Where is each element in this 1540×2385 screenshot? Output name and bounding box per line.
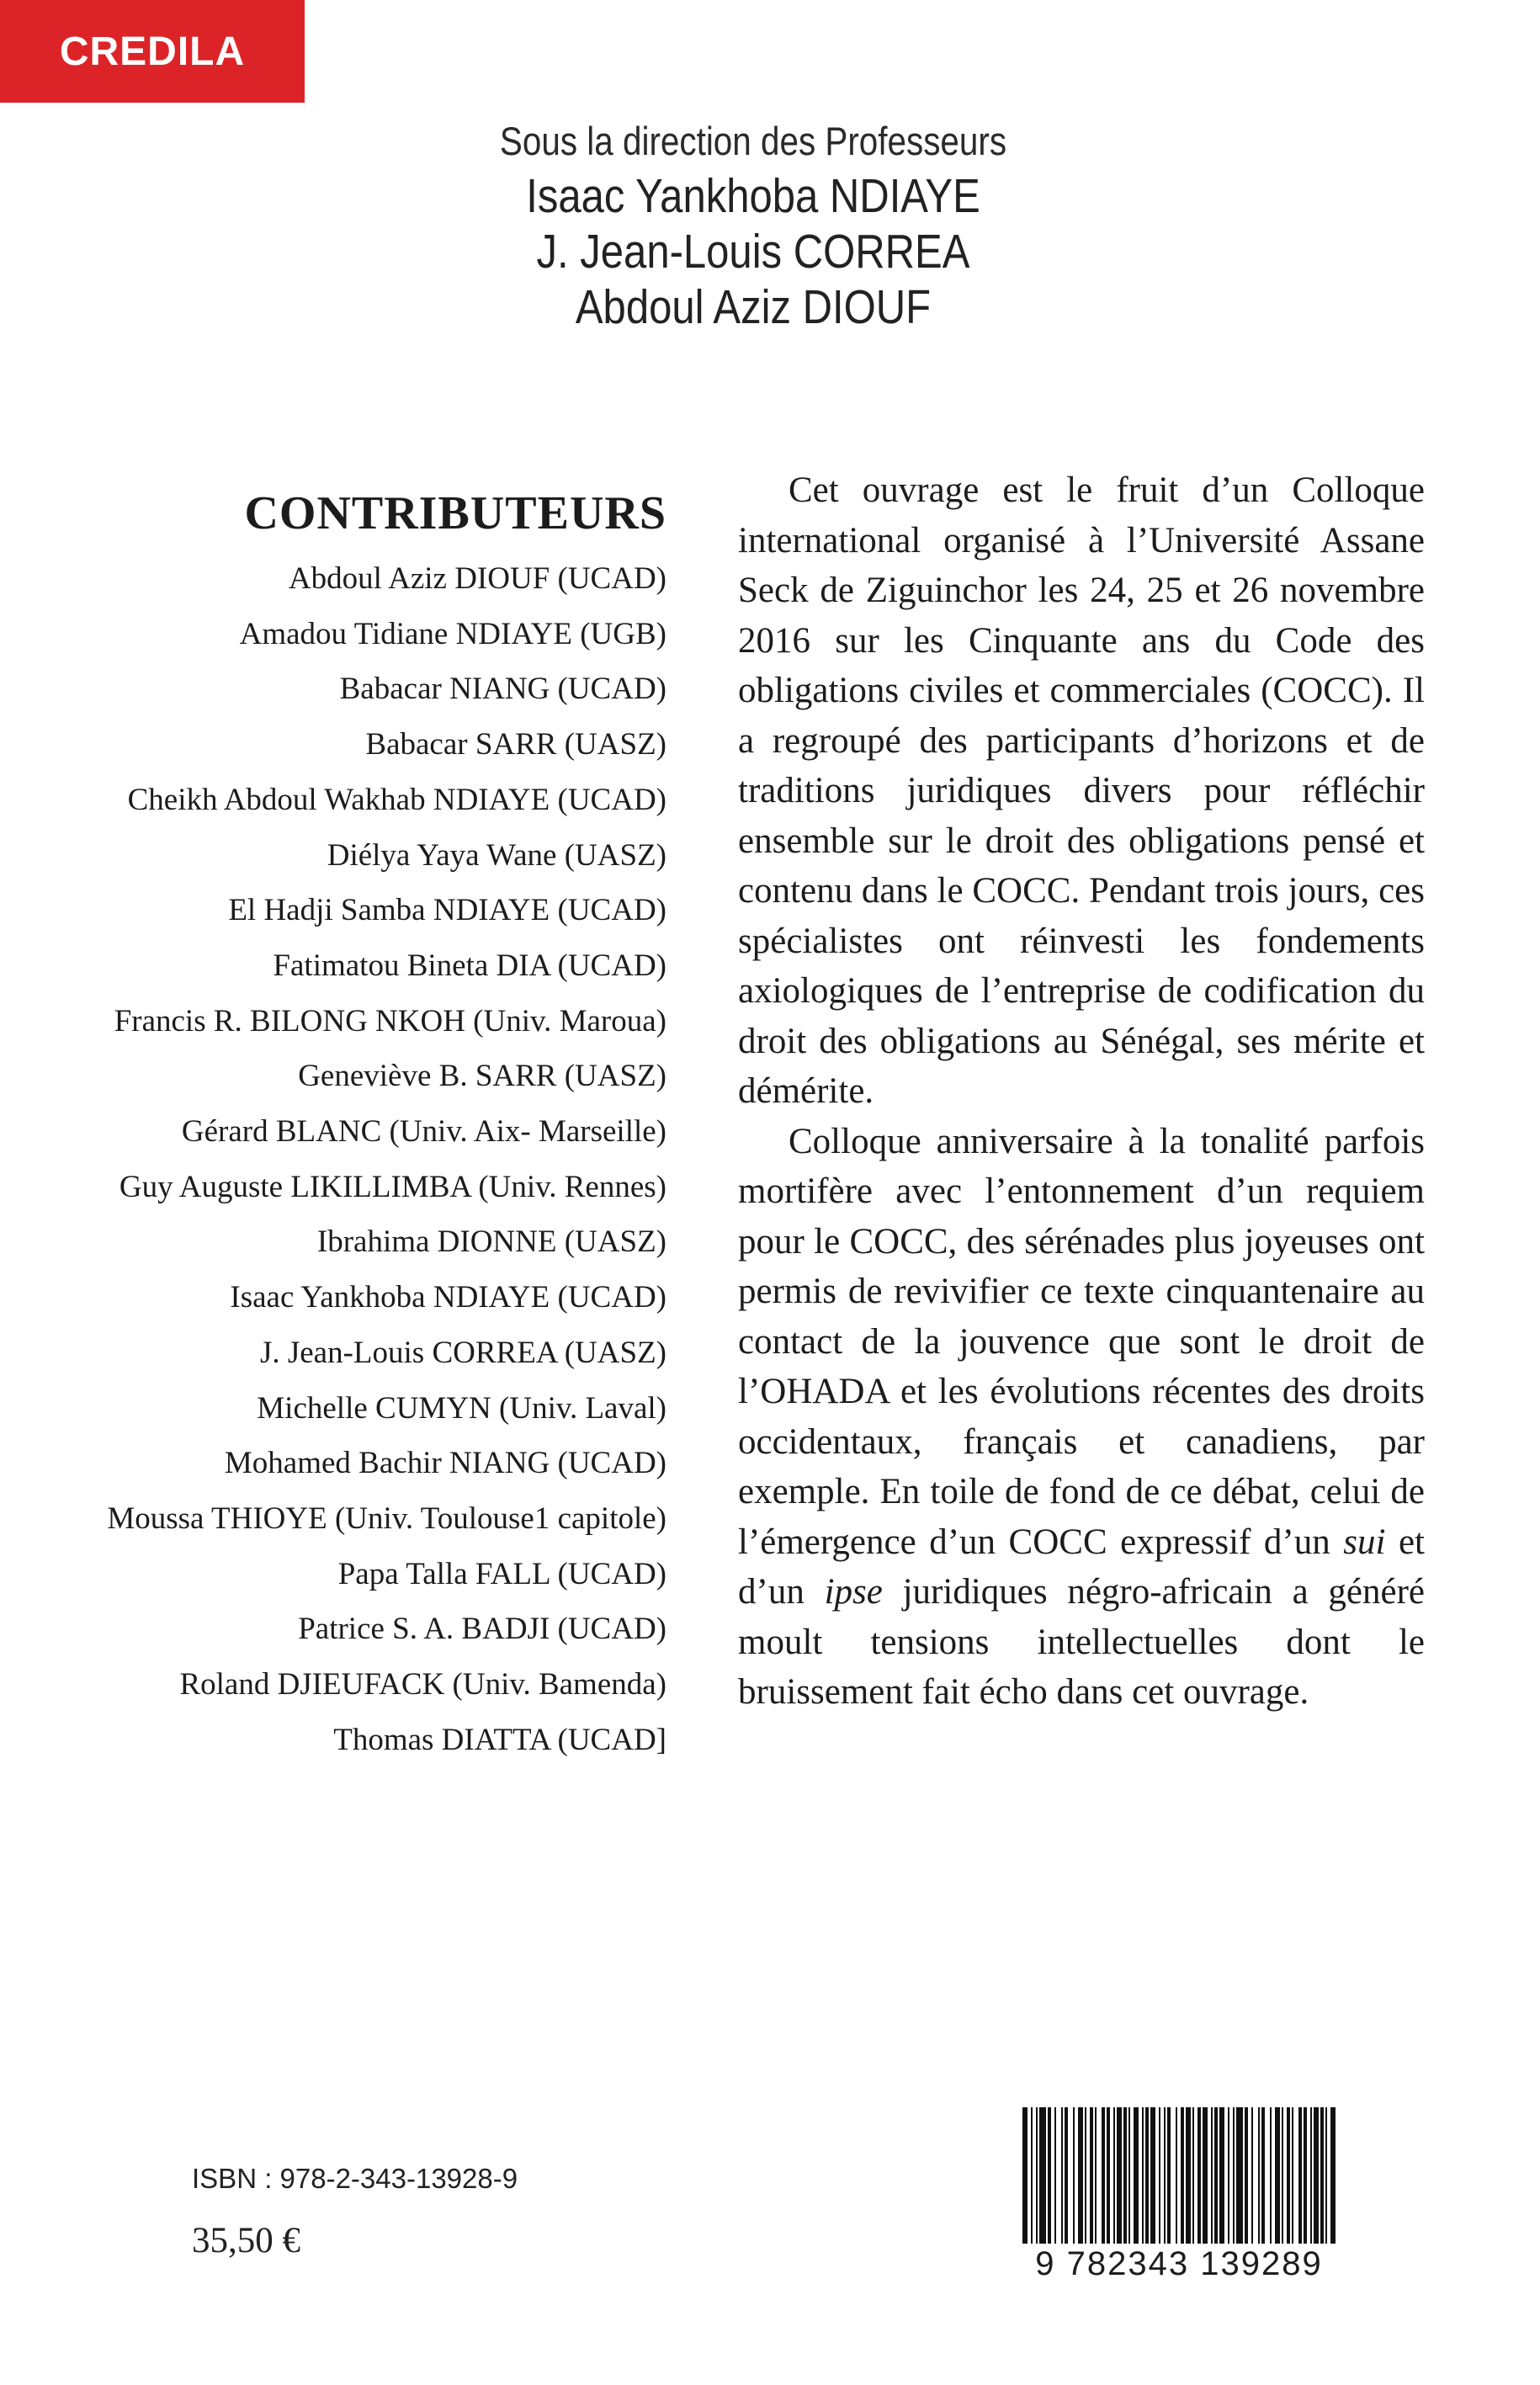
summary-text: Colloque anniversaire à la tonalité parfois mortifère avec l’entonnement d’un requiem pour le COCC, des sérénades plus joyeuses ont permis de revivifier ce texte cinquantenaire au contact de la jouvence que sont le droit de l’OHADA et les évolutions récentes des droits occidentaux, français et canadiens, par exemple. En toile de fond de ce débat, celui de l’émergence d’un COCC expressif d’un: [738, 1121, 1425, 1562]
contributor-item: Diélya Yaya Wane (UASZ): [327, 837, 666, 873]
editor-name: Isaac Yankhoba NDIAYE: [526, 169, 980, 223]
summary-italic-term: ipse: [824, 1572, 883, 1612]
book-summary: [738, 465, 1425, 1718]
contributor-item: Abdoul Aziz DIOUF (UCAD): [288, 561, 666, 596]
contributor-item: Babacar NIANG (UCAD): [339, 672, 666, 707]
contributor-item: Isaac Yankhoba NDIAYE (UCAD): [230, 1280, 666, 1315]
contributor-item: Amadou Tidiane NDIAYE (UGB): [239, 616, 666, 651]
contributor-item: Patrice S. A. BADJI (UCAD): [298, 1612, 666, 1647]
contributor-item: Mohamed Bachir NIANG (UCAD): [224, 1446, 666, 1481]
contributor-item: Francis R. BILONG NKOH (Univ. Maroua): [114, 1003, 666, 1038]
contributor-item: Ibrahima DIONNE (UASZ): [316, 1224, 666, 1260]
contributor-item: Michelle CUMYN (Univ. Laval): [257, 1390, 666, 1426]
contributor-item: El Hadji Samba NDIAYE (UCAD): [228, 893, 666, 928]
contributors-title: CONTRIBUTEURS: [244, 487, 666, 539]
price: 35,50 €: [192, 2221, 300, 2260]
contributor-item: Thomas DIATTA (UCAD]: [333, 1722, 666, 1757]
contributor-item: Babacar SARR (UASZ): [365, 727, 666, 762]
editors-intro: Sous la direction des Professeurs: [499, 119, 1007, 163]
barcode-bars: [1012, 2107, 1346, 2250]
summary-text: et d’un: [738, 1522, 1425, 1612]
contributor-item: Moussa THIOYE (Univ. Toulouse1 capitole): [107, 1501, 666, 1536]
contributor-item: Gérard BLANC (Univ. Aix- Marseille): [181, 1114, 666, 1150]
isbn: ISBN : 978-2-343-13928-9: [192, 2163, 518, 2194]
contributor-item: Papa Talla FALL (UCAD): [337, 1556, 666, 1591]
contributor-item: Fatimatou Bineta DIA (UCAD): [273, 948, 666, 983]
summary-text: juridiques négro-africain a généré moult tensions intellectuelles dont le bruissement fait écho dans cet ouvrage.: [738, 1572, 1425, 1712]
editor-name: J. Jean-Louis CORREA: [536, 225, 970, 279]
contributor-item: J. Jean-Louis CORREA (UASZ): [259, 1335, 666, 1370]
publisher-logo: [0, 0, 305, 103]
summary-paragraph-2: [738, 1117, 1425, 1718]
summary-paragraph-1: Cet ouvrage est le fruit d’un Colloque international organisé à l’Université Assane Seck de Ziguinchor les 24, 25 et 26 novembre 2016 sur les Cinquante ans du Code des obligations civiles et commerciales (COCC). Il a regroupé des participants d’horizons et de traditions juridiques divers pour réfléchir ensemble sur le droit des obligations pensé et contenu dans le COCC. Pendant trois jours, ces spécialistes ont réinvesti les fondements axiologiques de l’entreprise de codification du droit des obligations au Sénégal, ses mérite et démérite.: [738, 470, 1425, 1111]
editor-name: Abdoul Aziz DIOUF: [575, 280, 932, 334]
barcode: [1012, 2107, 1346, 2284]
contributors-list: [34, 475, 666, 1767]
contributor-item: Geneviève B. SARR (UASZ): [298, 1059, 666, 1094]
contributor-item: Cheikh Abdoul Wakhab NDIAYE (UCAD): [127, 782, 666, 817]
contributor-item: Roland DJIEUFACK (Univ. Bamenda): [179, 1667, 666, 1702]
barcode-digits: 9 782343 139289: [1012, 2244, 1346, 2284]
publisher-logo-text: CREDILA: [59, 29, 246, 74]
contributor-item: Guy Auguste LIKILLIMBA (Univ. Rennes): [119, 1169, 666, 1204]
summary-italic-term: sui: [1343, 1522, 1386, 1562]
editors-block: [0, 114, 1506, 335]
